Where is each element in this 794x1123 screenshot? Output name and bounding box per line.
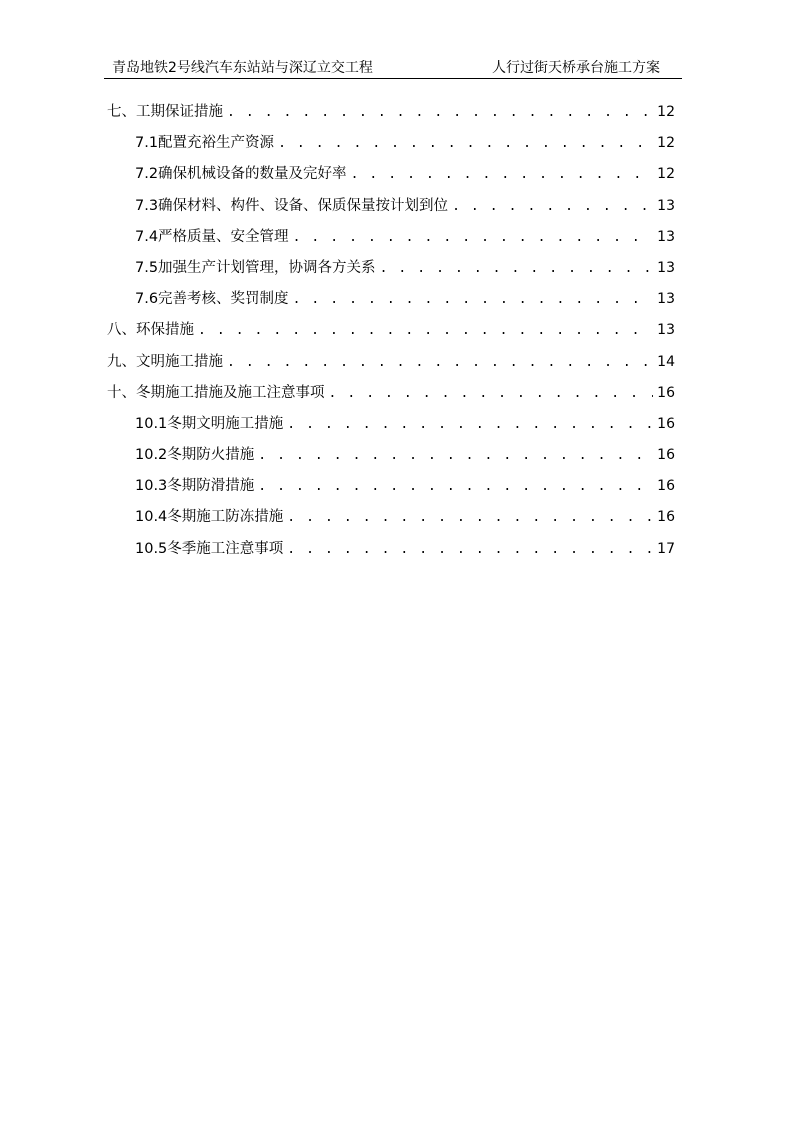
toc-entry-title: 七、工期保证措施 xyxy=(107,104,223,120)
toc-entry[interactable] xyxy=(107,288,675,319)
toc-entry[interactable] xyxy=(107,413,675,444)
toc-entry[interactable] xyxy=(107,444,675,475)
toc-dot-leader xyxy=(287,507,653,529)
toc-dot-leader xyxy=(227,102,653,124)
toc-entry[interactable] xyxy=(107,319,675,350)
toc-dot-leader xyxy=(293,227,654,249)
toc-entry-title: 10.3冬期防滑措施 xyxy=(135,478,255,495)
toc-dot-leader xyxy=(198,320,653,342)
toc-dot-leader xyxy=(258,476,653,498)
toc-entry-page: 14 xyxy=(657,353,675,370)
toc-entry[interactable] xyxy=(107,475,675,506)
toc-entry-page: 12 xyxy=(657,135,675,152)
toc-dot-leader xyxy=(278,133,653,155)
toc-entry[interactable] xyxy=(107,195,675,226)
toc-dot-leader xyxy=(293,289,654,311)
toc-entry[interactable] xyxy=(107,132,675,163)
toc-dot-leader xyxy=(351,164,654,186)
toc-entry-title: 7.1配置充裕生产资源 xyxy=(135,135,275,152)
toc-entry-page: 12 xyxy=(657,104,675,120)
toc-entry-title: 10.2冬期防火措施 xyxy=(135,447,255,464)
toc-entry[interactable] xyxy=(107,163,675,194)
toc-dot-leader xyxy=(329,383,654,405)
toc-entry-page: 16 xyxy=(657,415,675,432)
toc-entry[interactable] xyxy=(107,506,675,537)
toc-entry-page: 12 xyxy=(657,166,675,183)
toc-entry-page: 13 xyxy=(657,322,675,339)
toc-entry-page: 16 xyxy=(657,478,675,495)
toc-entry-title: 10.1冬期文明施工措施 xyxy=(135,415,284,432)
toc-entry-title: 7.6完善考核、奖罚制度 xyxy=(135,291,289,308)
toc-entry-title: 7.2确保机械设备的数量及完好率 xyxy=(135,166,347,183)
toc-entry[interactable] xyxy=(107,101,675,132)
toc-entry-page: 16 xyxy=(657,447,675,464)
toc-entry-page: 13 xyxy=(657,259,675,276)
toc-dot-leader xyxy=(287,414,653,436)
toc-entry-page: 13 xyxy=(657,291,675,308)
toc-entry[interactable] xyxy=(107,538,675,569)
toc-entry[interactable] xyxy=(107,382,675,413)
toc-entry-page: 16 xyxy=(657,384,675,401)
header-project-title: 青岛地铁2号线汽车东站站与深辽立交工程 xyxy=(112,60,373,76)
toc-entry-title: 八、环保措施 xyxy=(107,322,194,339)
toc-entry-page: 13 xyxy=(657,228,675,245)
toc-entry-page: 17 xyxy=(657,540,675,557)
toc-entry-title: 7.4严格质量、安全管理 xyxy=(135,228,289,245)
toc-entry-title: 7.5加强生产计划管理，协调各方关系 xyxy=(135,259,376,276)
toc-dot-leader xyxy=(287,539,653,561)
toc-entry[interactable] xyxy=(107,226,675,257)
toc-entry-page: 13 xyxy=(657,197,675,214)
toc-entry-title: 10.5冬季施工注意事项 xyxy=(135,540,284,557)
toc-entry-title: 九、文明施工措施 xyxy=(107,353,223,370)
toc-dot-leader xyxy=(227,352,653,374)
toc-entry-title: 10.4冬期施工防冻措施 xyxy=(135,509,284,526)
table-of-contents xyxy=(107,101,675,569)
toc-entry-title: 7.3确保材料、构件、设备、保质保量按计划到位 xyxy=(135,197,449,214)
toc-entry-title: 十、冬期施工措施及施工注意事项 xyxy=(107,384,325,401)
page-header xyxy=(104,58,682,79)
toc-entry-page: 16 xyxy=(657,509,675,526)
toc-dot-leader xyxy=(380,258,654,280)
toc-entry[interactable] xyxy=(107,257,675,288)
toc-dot-leader xyxy=(452,196,653,218)
toc-entry[interactable] xyxy=(107,351,675,382)
header-document-title: 人行过街天桥承台施工方案 xyxy=(492,60,660,76)
toc-dot-leader xyxy=(258,445,653,467)
